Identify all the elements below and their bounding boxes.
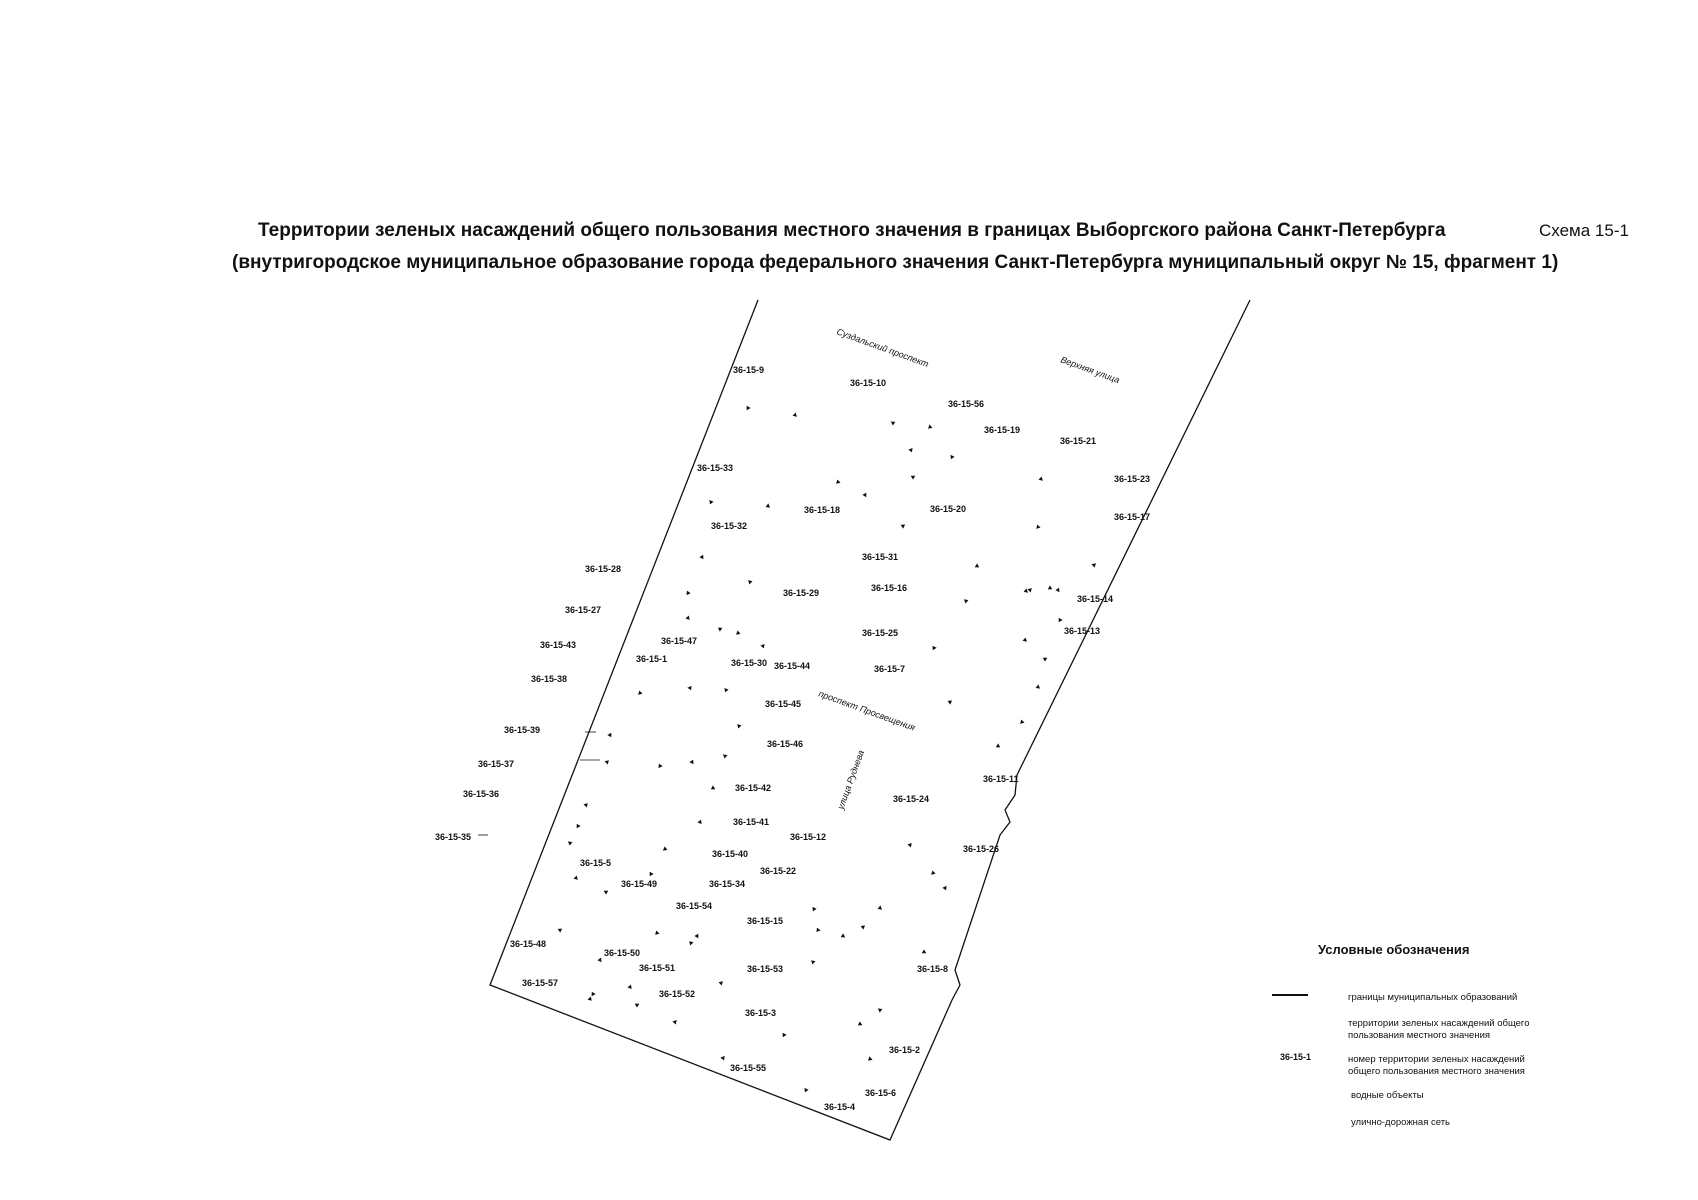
parcel-marker: [709, 500, 713, 504]
parcel-marker: [736, 630, 740, 634]
parcel-marker: [922, 949, 927, 953]
parcel-label[interactable]: 36-15-50: [604, 948, 641, 958]
parcel-marker: [964, 599, 968, 603]
parcel-marker: [1092, 563, 1097, 567]
parcel-label[interactable]: 36-15-40: [712, 849, 749, 859]
parcel-marker: [861, 925, 865, 929]
parcel-label[interactable]: 36-15-57: [522, 978, 559, 988]
parcel-marker: [858, 1021, 863, 1025]
parcel-marker: [931, 871, 935, 875]
street-label-suzdalsky: Суздальский проспект: [835, 326, 931, 370]
parcel-label[interactable]: 36-15-56: [948, 399, 985, 409]
parcel-marker: [672, 1020, 676, 1025]
parcel-marker: [760, 644, 764, 648]
parcel-label[interactable]: 36-15-4: [824, 1102, 856, 1112]
parcel-label[interactable]: 36-15-28: [585, 564, 622, 574]
parcel-label[interactable]: 36-15-31: [862, 552, 899, 562]
parcel-marker: [711, 785, 716, 789]
parcel-marker: [747, 406, 751, 411]
parcel-marker: [658, 764, 662, 769]
parcel-marker: [1043, 658, 1048, 662]
parcel-marker: [588, 997, 592, 1001]
parcel-label[interactable]: 36-15-52: [659, 989, 696, 999]
legend-title: Условные обозначения: [1318, 942, 1470, 957]
map-title: Территории зеленых насаждений общего пользования местного значения в границах Выборгского района Санкт-Петербурга: [258, 220, 1446, 241]
parcel-marker: [907, 843, 911, 848]
parcel-label[interactable]: 36-15-6: [865, 1088, 897, 1098]
parcel-label[interactable]: 36-15-20: [930, 504, 967, 514]
parcel-marker: [697, 820, 701, 824]
parcel-label[interactable]: 36-15-11: [983, 774, 1019, 784]
parcel-label[interactable]: 36-15-36: [463, 789, 500, 799]
parcel-marker: [724, 688, 728, 692]
parcel-marker: [1055, 588, 1059, 593]
parcel-label[interactable]: 36-15-8: [917, 964, 949, 974]
parcel-marker: [1036, 684, 1040, 688]
parcel-marker: [942, 886, 946, 891]
parcel-marker: [558, 929, 563, 933]
parcel-marker: [627, 985, 631, 989]
parcel-marker: [584, 803, 588, 807]
parcel-marker: [699, 555, 703, 560]
legend-water-text: водные объекты: [1351, 1090, 1424, 1101]
parcel-marker: [1048, 585, 1053, 589]
parcel-label[interactable]: 36-15-16: [871, 583, 908, 593]
parcel-marker: [635, 1004, 640, 1008]
parcel-labels: [435, 365, 1150, 1112]
parcel-label[interactable]: 36-15-48: [510, 939, 547, 949]
parcel-marker: [948, 701, 953, 705]
parcel-marker: [1024, 588, 1028, 592]
parcel-label[interactable]: 36-15-46: [767, 739, 804, 749]
scheme-number: Схема 15-1: [1539, 221, 1629, 240]
parcel-marker: [928, 424, 932, 428]
parcel-label[interactable]: 36-15-3: [745, 1008, 777, 1018]
parcel-marker: [1028, 588, 1032, 592]
parcel-label[interactable]: 36-15-14: [1077, 594, 1114, 604]
legend-green-text-1: территории зеленых насаждений общего: [1348, 1018, 1530, 1029]
parcel-marker: [720, 1056, 724, 1061]
parcel-marker: [607, 733, 611, 738]
parcel-label[interactable]: 36-15-10: [850, 378, 887, 388]
parcel-marker: [577, 824, 581, 829]
parcel-marker: [1020, 720, 1024, 724]
parcel-label[interactable]: 36-15-43: [540, 640, 577, 650]
parcel-label[interactable]: 36-15-1: [636, 654, 668, 664]
parcel-label[interactable]: 36-15-21: [1060, 436, 1097, 446]
parcel-label[interactable]: 36-15-2: [889, 1045, 921, 1055]
parcel-label[interactable]: 36-15-26: [963, 844, 1000, 854]
parcel-marker: [686, 616, 690, 620]
parcel-marker: [878, 1008, 883, 1012]
legend-boundary-line: [1272, 994, 1308, 996]
parcel-marker: [766, 503, 771, 507]
parcel-label[interactable]: 36-15-54: [676, 901, 713, 911]
parcel-marker: [793, 413, 797, 417]
parcel-marker: [816, 928, 820, 932]
parcel-label[interactable]: 36-15-37: [478, 759, 515, 769]
parcel-marker: [812, 907, 816, 912]
parcel-label[interactable]: 36-15-55: [730, 1063, 767, 1073]
parcel-marker: [804, 1088, 808, 1093]
parcel-label[interactable]: 36-15-12: [790, 832, 827, 842]
parcel-marker: [689, 941, 693, 945]
parcel-marker: [1023, 638, 1027, 642]
street-label-prosvescheniya: проспект Просвещения: [817, 688, 917, 733]
parcel-label[interactable]: 36-15-24: [893, 794, 930, 804]
parcel-label[interactable]: 36-15-22: [760, 866, 797, 876]
parcel-marker: [597, 958, 601, 963]
parcel-marker: [737, 724, 741, 728]
parcel-label[interactable]: 36-15-17: [1114, 512, 1151, 522]
parcel-marker: [891, 422, 895, 426]
parcel-marker: [689, 760, 693, 765]
parcel-marker: [911, 476, 916, 480]
parcel-label[interactable]: 36-15-49: [621, 879, 658, 889]
parcel-label[interactable]: 36-15-39: [504, 725, 541, 735]
legend-green-text-2: пользования местного значения: [1348, 1030, 1491, 1041]
parcel-label[interactable]: 36-15-42: [735, 783, 772, 793]
parcel-label[interactable]: 36-15-29: [783, 588, 820, 598]
parcel-marker: [687, 686, 691, 690]
parcel-marker: [718, 628, 723, 632]
parcel-marker: [878, 905, 882, 909]
parcel-marker: [841, 933, 846, 937]
parcel-marker: [868, 1056, 873, 1060]
legend-roads-text: улично-дорожная сеть: [1351, 1117, 1451, 1128]
parcel-marker: [605, 760, 609, 764]
parcel-label[interactable]: 36-15-30: [731, 658, 768, 668]
parcel-label[interactable]: 36-15-47: [661, 636, 698, 646]
parcel-marker: [663, 846, 668, 850]
parcel-marker: [719, 981, 723, 985]
parcel-marker: [638, 691, 642, 695]
parcel-marker: [951, 455, 955, 459]
parcel-marker: [604, 891, 609, 895]
parcel-label[interactable]: 36-15-33: [697, 463, 734, 473]
parcel-label[interactable]: 36-15-27: [565, 605, 602, 615]
parcel-label[interactable]: 36-15-34: [709, 879, 746, 889]
parcel-label[interactable]: 36-15-9: [733, 365, 765, 375]
parcel-marker: [1036, 525, 1040, 529]
legend-number-text-1: номер территории зеленых насаждений: [1348, 1054, 1525, 1065]
map-subtitle: (внутригородское муниципальное образование города федерального значения Санкт-Петербурга муниципальный округ № 15, фрагмент 1): [232, 252, 1559, 273]
parcel-label[interactable]: 36-15-15: [747, 916, 784, 926]
municipal-boundary: [490, 300, 1250, 1140]
parcel-label[interactable]: 36-15-18: [804, 505, 841, 515]
parcel-marker: [694, 934, 698, 939]
parcel-marker: [1039, 477, 1043, 481]
parcel-label[interactable]: 36-15-45: [765, 699, 802, 709]
parcel-label[interactable]: 36-15-41: [733, 817, 770, 827]
parcel-marker: [650, 872, 654, 877]
parcel-marker: [783, 1033, 787, 1038]
parcel-marker: [901, 525, 906, 529]
legend-number-text-2: общего пользования местного значения: [1348, 1066, 1525, 1077]
parcel-marker: [655, 931, 659, 935]
parcel-label[interactable]: 36-15-13: [1064, 626, 1101, 636]
parcel-marker: [687, 591, 691, 596]
parcel-label[interactable]: 36-15-53: [747, 964, 784, 974]
parcel-label[interactable]: 36-15-25: [862, 628, 899, 638]
parcel-label[interactable]: 36-15-35: [435, 832, 472, 842]
parcel-label[interactable]: 36-15-5: [580, 858, 612, 868]
parcel-marker: [1059, 618, 1063, 623]
parcel-label[interactable]: 36-15-32: [711, 521, 748, 531]
parcel-marker: [908, 448, 912, 452]
legend-code-sample: 36-15-1: [1280, 1052, 1312, 1062]
parcel-marker: [933, 646, 937, 651]
parcel-marker: [723, 754, 728, 758]
parcel-marker: [811, 960, 815, 964]
street-label-verkhnyaya: Верхняя улица: [1059, 354, 1122, 386]
parcel-label[interactable]: 36-15-51: [639, 963, 676, 973]
parcel-label[interactable]: 36-15-23: [1114, 474, 1151, 484]
street-label-rudneva: улица Руднева: [835, 748, 867, 811]
parcel-label[interactable]: 36-15-38: [531, 674, 568, 684]
parcel-label[interactable]: 36-15-44: [774, 661, 811, 671]
parcel-label[interactable]: 36-15-19: [984, 425, 1021, 435]
parcel-marker: [836, 480, 840, 484]
parcel-label[interactable]: 36-15-7: [874, 664, 906, 674]
parcel-marker: [748, 580, 752, 584]
parcel-marker: [574, 876, 578, 880]
parcel-marker: [568, 842, 573, 846]
parcel-marker: [592, 992, 596, 997]
parcel-marker: [975, 563, 980, 567]
parcel-marker: [996, 743, 1001, 747]
legend-boundary-text: границы муниципальных образований: [1348, 992, 1518, 1003]
parcel-marker: [862, 493, 866, 498]
